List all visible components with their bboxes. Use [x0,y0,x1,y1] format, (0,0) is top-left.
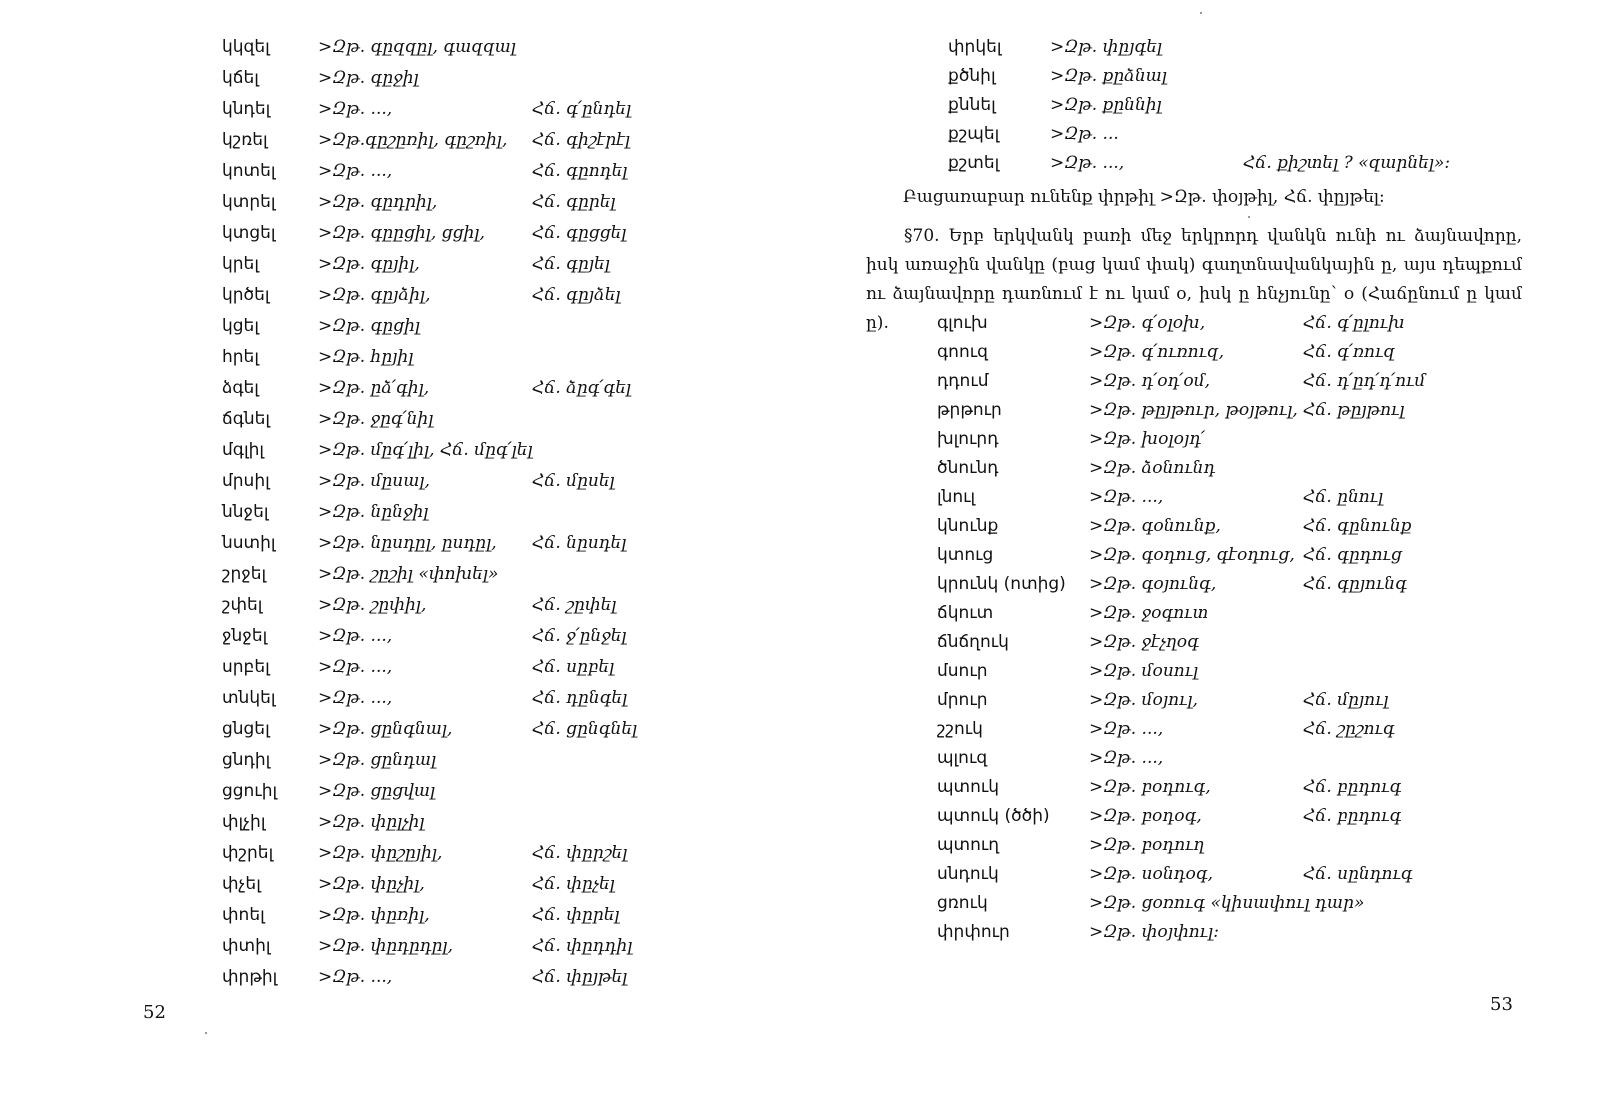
zeytun-form: >Զթ. փըլչիլ [318,812,425,832]
headword: փտիլ [222,936,271,956]
exception-line: Բացառաբար ունենք փրթիլ >Զթ. փօյթիլ, Հճ. փըյթել: [903,187,1385,207]
zeytun-form: >Զթ. ... [1050,124,1119,144]
headword: մրուր [937,690,988,710]
hajin-form: Հճ. գըոդել [532,161,628,181]
zeytun-form: >Զթ. ջըգ՛նիլ [318,409,434,429]
zeytun-form: >Զթ. ձօնունդ [1089,458,1216,478]
zeytun-form: >Զթ. գըզզըլ, գազզալ [318,37,516,57]
zeytun-form: >Զթ. գըջիլ [318,68,419,88]
headword: կոտել [222,161,276,181]
headword: կցել [222,316,259,336]
headword: սրբել [222,657,270,677]
zeytun-form: >Զթ. գըդրիլ, [318,192,438,212]
hajin-form: Հճ. փըրել [532,905,620,925]
page-number-left: 52 [143,1002,166,1023]
zeytun-form: >Զթ. ջօգուտ [1089,603,1209,623]
zeytun-form: >Զթ. ցըցվալ [318,781,436,801]
headword: ջնջել [222,626,268,646]
zeytun-form: >Զթ. ..., [318,161,393,181]
zeytun-form: >Զթ. քըննիլ [1050,95,1162,115]
headword: գլուխ [937,313,988,333]
headword: մսուր [937,661,988,681]
headword: սնդուկ [937,864,999,884]
hajin-form: Հճ. գ՛ընդել [532,99,632,119]
zeytun-form: >Զթ. փըդըդըլ, [318,936,453,956]
headword: հրել [222,347,259,367]
hajin-form: Հճ. գըդուց [1303,545,1402,565]
headword: մգլիլ [222,440,264,460]
headword: պտուկ [937,777,1000,797]
headword: լնուլ [937,487,976,507]
hajin-form: Հճ. քիշտել ? «զարնել»: [1243,153,1451,173]
zeytun-form: >Զթ. գօյունգ, [1089,574,1217,594]
zeytun-form: >Զթ. ..., [1089,719,1164,739]
zeytun-form: >Զթ. քըձնալ [1050,66,1167,86]
headword: ցնդիլ [222,750,271,770]
zeytun-form: >Զթ. խօլօյդ՛ [1089,429,1205,449]
headword: թրթուր [937,400,1002,420]
headword: պլուզ [937,748,988,768]
zeytun-form: >Զթ. ..., [318,688,393,708]
hajin-form: Հճ. մըյուլ [1303,690,1389,710]
zeytun-form: >Զթ. բօդօգ, [1089,806,1202,826]
hajin-form: Հճ. ձըգ՛գել [532,378,632,398]
zeytun-form: >Զթ. հըյիլ [318,347,414,367]
zeytun-form: >Զթ. գըըցիլ, ցցիլ, [318,223,485,243]
hajin-form: Հճ. դ՛ըդ՛դ՛ում [1303,371,1426,391]
hajin-form: Հճ. փըչել [532,874,615,894]
hajin-form: Հճ. ընուլ [1303,487,1384,507]
zeytun-form: >Զթ. փօյփուլ: [1089,922,1219,942]
zeytun-form: >Զթ. փըչիլ, [318,874,425,894]
hajin-form: Հճ. ցընգնել [532,719,638,739]
headword: ճգնել [222,409,271,429]
zeytun-form: >Զթ. դ՛օդ՛օմ, [1089,371,1211,391]
headword: շշուկ [937,719,983,739]
zeytun-form: >Զթ. մօսուլ [1089,661,1199,681]
headword: կրունկ (ոտից) [937,574,1066,594]
scan-speck [205,1032,207,1034]
headword: կշռել [222,130,268,150]
headword: կնունք [937,516,999,536]
hajin-form: Հճ. մըսել [532,471,615,491]
hajin-form: Հճ. գըցցել [532,223,627,243]
zeytun-form: >Զթ. ..., [1089,487,1164,507]
headword: կտցել [222,223,276,243]
headword: կրել [222,254,259,274]
zeytun-form: >Զթ. շըշիլ «փոխել» [318,564,499,584]
headword: քշտել [948,153,1000,173]
scan-speck [1200,12,1202,14]
zeytun-form: >Զթ. փըռիլ, [318,905,430,925]
zeytun-form: >Զթ. փըշըյիլ, [318,843,443,863]
hajin-form: Հճ. թըյթուլ [1303,400,1405,420]
hajin-form: Հճ. բըդուգ [1303,806,1402,826]
hajin-form: Հճ. փըրշել [532,843,628,863]
zeytun-form: >Զթ. բօդուղ [1089,835,1205,855]
zeytun-form: >Զթ.գըշըռիլ, գըշռիլ, [318,130,508,150]
headword: կճել [222,68,259,88]
headword: քննել [948,95,996,115]
zeytun-form: >Զթ. ցընդալ [318,750,437,770]
zeytun-form: >Զթ. գ՛օլօխ, [1089,313,1206,333]
headword: փչել [222,874,261,894]
zeytun-form: >Զթ. գըյիլ, [318,254,420,274]
zeytun-form: >Զթ. բօդուգ, [1089,777,1211,797]
headword: ցցուիլ [222,781,278,801]
zeytun-form: >Զթ. շըփիլ, [318,595,427,615]
hajin-form: Հճ. գըյձել [532,285,621,305]
zeytun-form: >Զթ. մըգ՛լիլ, Հճ. մըգ՛լել [318,440,533,460]
headword: կտրել [222,192,276,212]
zeytun-form: >Զթ. ըձ՛գիլ, [318,378,430,398]
zeytun-form: >Զթ. ցօռուգ «կիսափուլ դար» [1089,893,1365,913]
headword: ճկուտ [937,603,994,623]
hajin-form: Հճ. գ՛ըլուխ [1303,313,1405,333]
zeytun-form: >Զթ. մօյուլ, [1089,690,1198,710]
hajin-form: Հճ. շըշուգ [1303,719,1395,739]
zeytun-form: >Զթ. նընջիլ [318,502,429,522]
headword: դդում [937,371,989,391]
hajin-form: Հճ. բըդուգ [1303,777,1402,797]
headword: կնդել [222,99,271,119]
zeytun-form: >Զթ. ..., [1050,153,1125,173]
headword: փրփուր [937,922,1010,942]
headword: փրկել [948,37,1002,57]
headword: կտուց [937,545,994,565]
headword: ճնճղուկ [937,632,1009,652]
headword: մրսիլ [222,471,270,491]
hajin-form: Հճ. փըդդիլ [532,936,633,956]
headword: շրջել [222,564,267,584]
headword: փրթիլ [222,967,278,987]
zeytun-form: >Զթ. գըյձիլ, [318,285,431,305]
zeytun-form: >Զթ. գըցիլ [318,316,421,336]
left-page [0,0,800,1114]
headword: փոել [222,905,265,925]
headword: գոուզ [937,342,988,362]
headword: փլչիլ [222,812,266,832]
zeytun-form: >Զթ. ..., [318,967,393,987]
zeytun-form: >Զթ. ջէչղօգ [1089,632,1199,652]
headword: կկզել [222,37,270,57]
zeytun-form: >Զթ. ..., [318,99,393,119]
hajin-form: Հճ. գ՛ռուզ [1303,342,1395,362]
hajin-form: Հճ. գըյել [532,254,610,274]
zeytun-form: >Զթ. գօնունք, [1089,516,1221,536]
hajin-form: Հճ. գընունք [1303,516,1412,536]
hajin-form: Հճ. գըրել [532,192,616,212]
hajin-form: Հճ. փըյթել [532,967,628,987]
hajin-form: Հճ. շըփել [532,595,617,615]
headword: շփել [222,595,263,615]
headword: ցնցել [222,719,270,739]
zeytun-form: >Զթ. փըյգել [1050,37,1163,57]
headword: ծնունդ [937,458,999,478]
headword: կրծել [222,285,270,305]
headword: փշրել [222,843,274,863]
hajin-form: Հճ. դընգել [532,688,628,708]
headword: պտուղ [937,835,1000,855]
zeytun-form: >Զթ. նըսդըլ, ըսդըլ, [318,533,497,553]
hajin-form: Հճ. ջ՛ընջել [532,626,627,646]
headword: ձգել [222,378,259,398]
headword: խլուրդ [937,429,999,449]
hajin-form: Հճ. գիշէրէլ [532,130,631,150]
zeytun-form: >Զթ. ..., [318,657,393,677]
hajin-form: Հճ. սընդուգ [1303,864,1413,884]
zeytun-form: >Զթ. գ՛ուռուզ, [1089,342,1225,362]
zeytun-form: >Զթ. ..., [318,626,393,646]
scan-speck [1248,216,1250,218]
zeytun-form: >Զթ. մըսալ, [318,471,430,491]
hajin-form: Հճ. նըսդել [532,533,627,553]
zeytun-form: >Զթ. սօնդօգ, [1089,864,1214,884]
zeytun-form: >Զթ. ցընգնալ, [318,719,453,739]
headword: տնկել [222,688,276,708]
headword: նստիլ [222,533,276,553]
headword: ննջել [222,502,269,522]
page-number-right: 53 [1490,994,1513,1015]
zeytun-form: >Զթ. ..., [1089,748,1164,768]
headword: քշպել [948,124,1000,144]
right-page [800,0,1601,1114]
headword: ցռուկ [937,893,988,913]
hajin-form: Հճ. գըյունգ [1303,574,1407,594]
headword: պտուկ (ծծի) [937,806,1050,826]
hajin-form: Հճ. սըբել [532,657,615,677]
zeytun-form: >Զթ. թըյթուր, թօյթուլ, [1089,400,1298,420]
section-paragraph: §70. Երբ երկվանկ բառի մեջ երկրորդ վանկն ունի ու ձայնավորը, իսկ առաջին վանկը (բաց կամ փակ) գաղտնավանկային ը, այս դեպքում ու ձայնավորը դառնում է ու կամ օ, իսկ ը հնչյունը՝ օ (Հաճընում ը կամ ը). [866,226,1522,333]
headword: քծնիլ [948,66,996,86]
zeytun-form: >Զթ. գօդուց, գէօդուց, [1089,545,1295,565]
